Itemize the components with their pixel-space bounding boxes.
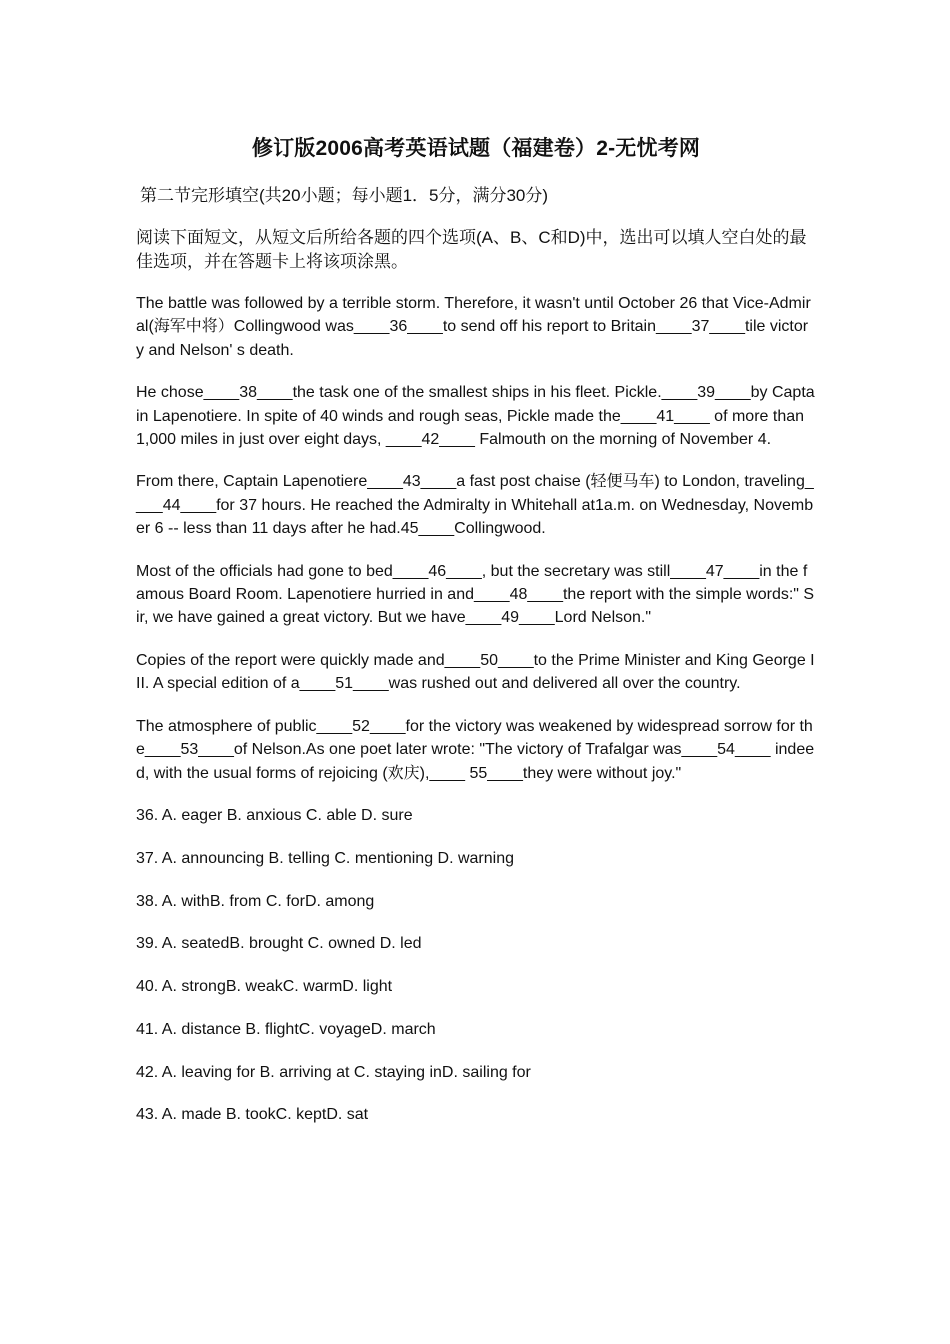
passage-paragraph: From there, Captain Lapenotiere____43____a fast post chaise (轻便马车) to London, traveling____44____for 37 hours. He reached the Admiralty in Whitehall at1a.m. on Wednesday, November 6 -- less than 11 days after he had.45____Collingwood. bbox=[136, 473, 814, 538]
passage bbox=[136, 292, 816, 785]
answer-options bbox=[136, 804, 816, 1127]
option-line: 39. A. seatedB. brought C. owned D. led bbox=[136, 935, 422, 953]
option-line: 43. A. made B. tookC. keptD. sat bbox=[136, 1106, 369, 1124]
passage-paragraph: The battle was followed by a terrible storm. Therefore, it wasn't until October 26 that Vice-Admiral(海军中将）Collingwood was____36____to send off his report to Britain____37____tile victory and Nelson' s death. bbox=[136, 295, 811, 359]
section-heading: 第二节完形填空(共20小题；每小题1．5分，满分30分) bbox=[140, 186, 549, 205]
instructions-paragraph: 阅读下面短文，从短文后所给各题的四个选项(A、B、C和D)中，选出可以填人空白处的最佳选项，并在答题卡上将该项涂黑。 bbox=[136, 228, 807, 271]
passage-paragraph: He chose____38____the task one of the smallest ships in his fleet. Pickle.____39____by Captain Lapenotiere. In spite of 40 winds and rough seas, Pickle made the____41____ of more than 1,000 miles in just over eight days, ____42____ Falmouth on the morning of November 4. bbox=[136, 384, 815, 449]
passage-paragraph: The atmosphere of public____52____for the victory was weakened by widespread sorrow for the____53____of Nelson.As one poet later wrote: "The victory of Trafalgar was____54____ indeed, with the usual forms of rejoicing (欢庆),____ 55____they were without joy." bbox=[136, 717, 815, 782]
passage-paragraph: Most of the officials had gone to bed____46____, but the secretary was still____47____in the famous Board Room. Lapenotiere hurried in and____48____the report with the simple words:" Sir, we have gained a great victory. But we have____49____Lord Nelson." bbox=[136, 562, 815, 627]
option-line: 37. A. announcing B. telling C. mentioning D. warning bbox=[136, 849, 515, 867]
option-line: 40. A. strongB. weakC. warmD. light bbox=[136, 978, 393, 996]
passage-paragraph: Copies of the report were quickly made and____50____to the Prime Minister and King George III. A special edition of a____51____was rushed out and delivered all over the country. bbox=[136, 651, 815, 693]
option-line: 36. A. eager B. anxious C. able D. sure bbox=[136, 806, 413, 824]
option-line: 41. A. distance B. flightC. voyageD. march bbox=[136, 1020, 436, 1038]
option-line: 38. A. withB. from C. forD. among bbox=[136, 892, 375, 910]
page-title: 修订版2006高考英语试题（福建卷）2-无忧考网 bbox=[251, 137, 701, 160]
option-line: 42. A. leaving for B. arriving at C. staying inD. sailing for bbox=[136, 1063, 531, 1081]
document-page bbox=[136, 132, 816, 1146]
